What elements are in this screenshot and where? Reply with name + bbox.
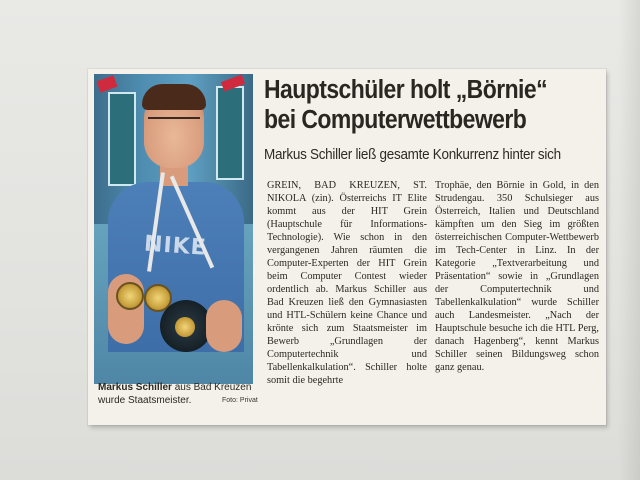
- column-2-text: Trophäe, den Börnie in Gold, in den Strudengau. 350 Schulsieger aus Österreich, Italien und Deutschland kämpften um den Sieg im größten österreichischen Computer-Wettbewerb im Tech-Center in Linz. In der Kategorie „Textverarbeitung und Präsentation“ sowie in „Grundlagen der Computertechnik und Tabellenkalkulation“ wurde Schiller auch Landesmeister. „Nach der Hauptschule besuche ich die HTL Perg, danach Hagenberg“, kennt Markus Schiller seinen Bildungsweg schon ganz genau.: [435, 180, 599, 373]
- newspaper-clipping: [88, 69, 606, 425]
- article-subheadline: Markus Schiller ließ gesamte Konkurrenz hinter sich: [264, 147, 561, 163]
- photo-shirt-print: NIKE: [143, 231, 208, 261]
- article-headline: [264, 75, 566, 135]
- trophy-disc: [175, 317, 195, 337]
- photo-poster: [108, 92, 136, 186]
- column-1-text: GREIN, BAD KREUZEN, ST. NIKOLA (zin). Österreichs IT Elite kommt aus der HIT Grein (Hauptschule für Informations-Technologie). Wie schon in den vergangenen Jahren räumten die Computer-Experten der HIT Grein beim Computer Contest wieder ordentlich ab. Markus Schiller aus Bad Kreuzen ließ den Gymnasiasten und HTL-Schülern keine Chance und krönte sich zum Staatsmeister im Bewerb „Grundlagen der Computertechnik und Tabellenkalkulation“. Schiller holte somit die begehrte: [267, 180, 427, 386]
- article-photo: [94, 74, 253, 384]
- photo-poster: [216, 86, 244, 180]
- caption-name: Markus Schiller: [98, 382, 172, 393]
- caption-text: aus Bad Kreuzen wurde Staatsmeister.: [98, 382, 252, 406]
- article-column-1: [267, 179, 427, 387]
- photo-hair: [142, 84, 206, 110]
- table-surface-shadow: [618, 0, 640, 480]
- medal: [116, 282, 144, 310]
- photo-arm: [206, 300, 242, 352]
- article-column-2: [435, 179, 599, 374]
- photo-credit: Foto: Privat: [222, 397, 258, 404]
- headline-line-2: bei Computerwettbewerb: [264, 106, 527, 134]
- headline-line-1: Hauptschüler holt „Börnie“: [264, 76, 548, 104]
- photo-glasses: [148, 117, 200, 131]
